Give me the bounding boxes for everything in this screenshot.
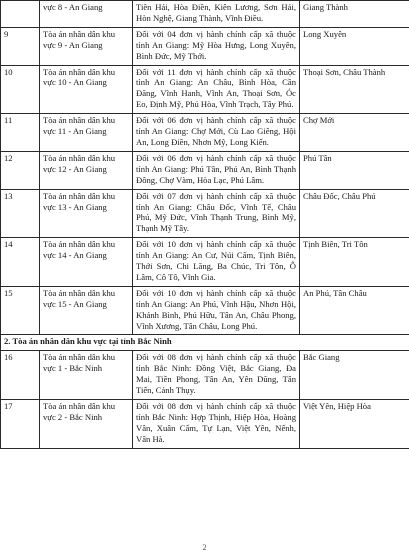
table-section-bac-ninh bbox=[1, 335, 409, 351]
jurisdiction-scope: Đối với 06 đơn vị hành chính cấp xã thuộc tỉnh An Giang: Phú Tân, Phú An, Bình Thạnh Đông, Chợ Vàm, Hòa Lạc, Phú Lâm. bbox=[133, 151, 300, 189]
table-row bbox=[1, 65, 409, 114]
jurisdiction-scope: Tiên Hải, Hòa Điền, Kiên Lương, Sơn Hải, Hòn Nghệ, Giang Thành, Vĩnh Điều. bbox=[133, 1, 300, 28]
court-location: Thoại Sơn, Châu Thành bbox=[300, 65, 409, 114]
court-location: Tịnh Biên, Tri Tôn bbox=[300, 238, 409, 287]
court-name: Tòa án nhân dân khu vực 12 - An Giang bbox=[40, 151, 133, 189]
page-number: 2 bbox=[0, 543, 409, 552]
row-number: 13 bbox=[1, 189, 40, 238]
jurisdiction-scope: Đối với 07 đơn vị hành chính cấp xã thuộc tỉnh An Giang: Châu Đốc, Vĩnh Tế, Châu Phú, Mỹ Đức, Vĩnh Thạnh Trung, Bình Mỹ, Thạnh Mỹ Tây. bbox=[133, 189, 300, 238]
table-row bbox=[1, 189, 409, 238]
section-title: 2. Tòa án nhân dân khu vực tại tỉnh Bắc Ninh bbox=[1, 335, 409, 351]
table-body-bac-ninh bbox=[1, 351, 409, 448]
court-location: Châu Đốc, Châu Phú bbox=[300, 189, 409, 238]
row-number: 9 bbox=[1, 27, 40, 65]
table-row bbox=[1, 114, 409, 152]
table-row bbox=[1, 238, 409, 287]
jurisdiction-scope: Đối với 11 đơn vị hành chính cấp xã thuộc tỉnh An Giang: An Châu, Bình Hòa, Cần Đăng, Vĩnh Hanh, Vĩnh An, Thoại Sơn, Óc Eo, Định Mỹ, Phú Hòa, Vĩnh Trạch, Tây Phú. bbox=[133, 65, 300, 114]
court-name: Tòa án nhân dân khu vực 9 - An Giang bbox=[40, 27, 133, 65]
row-number: 10 bbox=[1, 65, 40, 114]
court-location: Giang Thành bbox=[300, 1, 409, 28]
table-row bbox=[1, 351, 409, 400]
row-number bbox=[1, 1, 40, 28]
table-row bbox=[1, 151, 409, 189]
table-body-an-giang bbox=[1, 1, 409, 335]
jurisdiction-scope: Đối với 08 đơn vị hành chính cấp xã thuộc tỉnh Bắc Ninh: Đồng Việt, Bắc Giang, Đa Mai, Tiền Phong, Tân An, Yên Dũng, Tân Tiến, Cảnh Thụy. bbox=[133, 351, 300, 400]
court-name: Tòa án nhân dân khu vực 15 - An Giang bbox=[40, 286, 133, 335]
court-name: Tòa án nhân dân khu vực 10 - An Giang bbox=[40, 65, 133, 114]
court-location: Bắc Giang bbox=[300, 351, 409, 400]
jurisdiction-scope: Đối với 10 đơn vị hành chính cấp xã thuộc tỉnh An Giang: An Cư, Núi Cấm, Tịnh Biên, Thới Sơn, Chi Lăng, Ba Chúc, Tri Tôn, Ô Lâm, Cô Tô, Vĩnh Gia. bbox=[133, 238, 300, 287]
court-location: An Phú, Tân Châu bbox=[300, 286, 409, 335]
row-number: 11 bbox=[1, 114, 40, 152]
table-row bbox=[1, 400, 409, 449]
row-number: 14 bbox=[1, 238, 40, 287]
court-location: Phú Tân bbox=[300, 151, 409, 189]
court-name: Tòa án nhân dân khu vực 13 - An Giang bbox=[40, 189, 133, 238]
row-number: 15 bbox=[1, 286, 40, 335]
jurisdiction-scope: Đối với 08 đơn vị hành chính cấp xã thuộc tỉnh Bắc Ninh: Hợp Thịnh, Hiệp Hòa, Hoàng Vân, Xuân Cẩm, Tự Lạn, Việt Yên, Nếnh, Vân Hà. bbox=[133, 400, 300, 449]
court-name: vực 8 - An Giang bbox=[40, 1, 133, 28]
row-number: 17 bbox=[1, 400, 40, 449]
court-location: Việt Yên, Hiệp Hòa bbox=[300, 400, 409, 449]
table-row bbox=[1, 286, 409, 335]
jurisdiction-scope: Đối với 06 đơn vị hành chính cấp xã thuộc tỉnh An Giang: Chợ Mới, Cù Lao Giêng, Hội An, Long Điền, Nhơn Mỹ, Long Kiến. bbox=[133, 114, 300, 152]
table-row bbox=[1, 27, 409, 65]
jurisdiction-scope: Đối với 10 đơn vị hành chính cấp xã thuộc tỉnh An Giang: An Phú, Vĩnh Hậu, Nhơn Hội, Khánh Bình, Phú Hữu, Tân An, Châu Phong, Vĩnh Xương, Tân Châu, Long Phú. bbox=[133, 286, 300, 335]
court-name: Tòa án nhân dân khu vực 14 - An Giang bbox=[40, 238, 133, 287]
table-row bbox=[1, 1, 409, 28]
court-name: Tòa án nhân dân khu vực 2 - Bắc Ninh bbox=[40, 400, 133, 449]
court-location: Long Xuyên bbox=[300, 27, 409, 65]
court-location: Chợ Mới bbox=[300, 114, 409, 152]
jurisdiction-scope: Đối với 04 đơn vị hành chính cấp xã thuộc tỉnh An Giang: Mỹ Hòa Hưng, Long Xuyên, Bình Đức, Mỹ Thới. bbox=[133, 27, 300, 65]
row-number: 16 bbox=[1, 351, 40, 400]
row-number: 12 bbox=[1, 151, 40, 189]
court-name: Tòa án nhân dân khu vực 1 - Bắc Ninh bbox=[40, 351, 133, 400]
section-header-row bbox=[1, 335, 409, 351]
court-name: Tòa án nhân dân khu vực 11 - An Giang bbox=[40, 114, 133, 152]
